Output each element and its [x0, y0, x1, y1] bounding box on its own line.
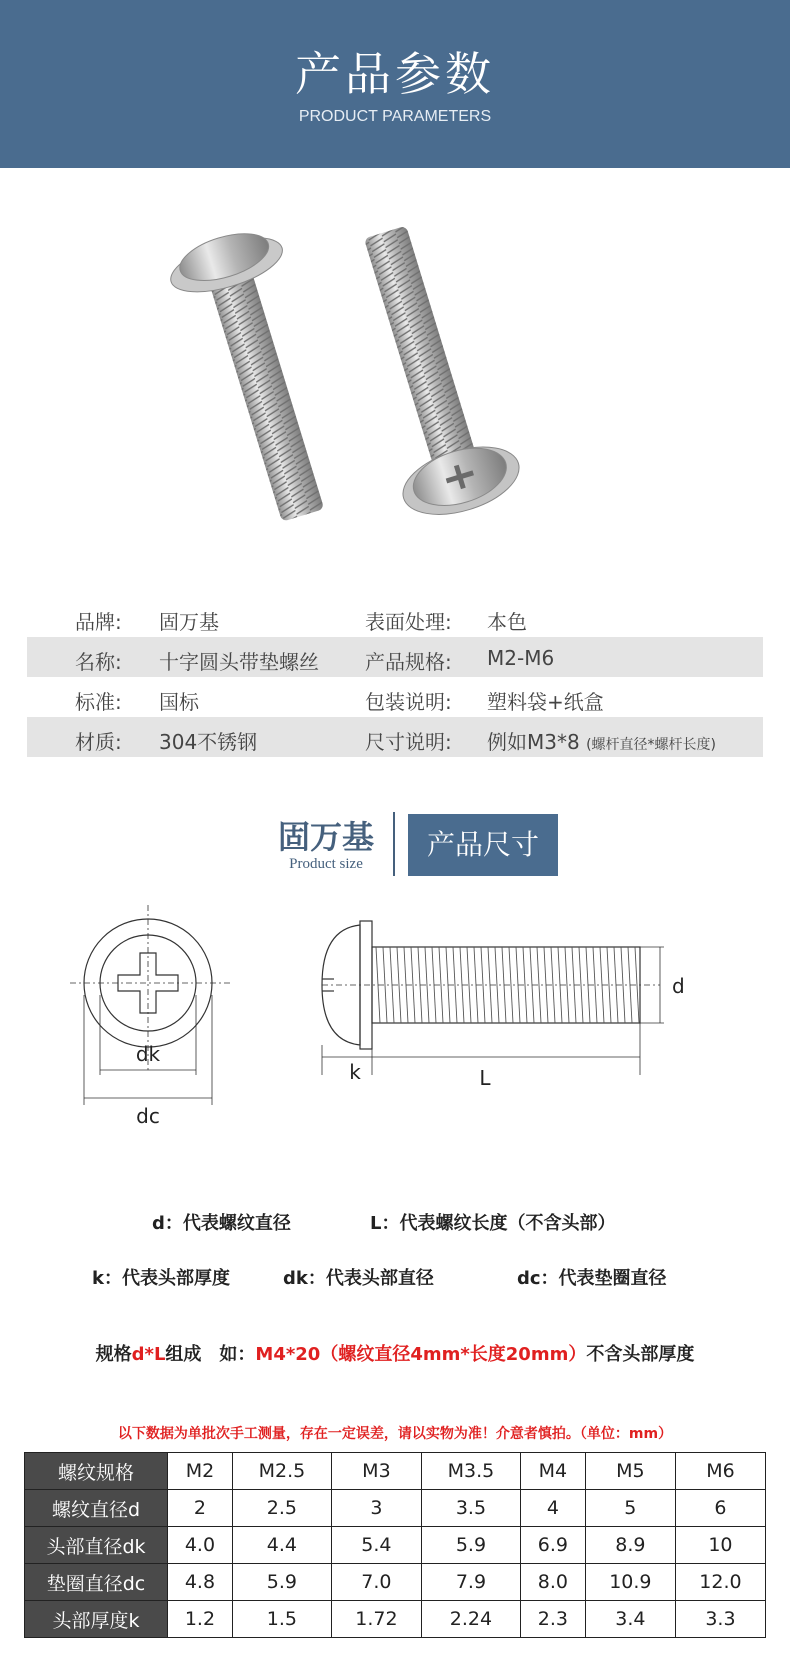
table-cell: 3.5 — [421, 1490, 520, 1527]
table-cell: 6.9 — [520, 1527, 585, 1564]
divider — [393, 812, 395, 876]
measurement-note: 以下数据为单批次手工测量，存在一定误差，请以实物为准！介意者慎拍。（单位：mm） — [117, 1426, 673, 1442]
param-row — [27, 717, 763, 757]
table-cell: 3.4 — [585, 1601, 675, 1638]
table-cell: 8.9 — [585, 1527, 675, 1564]
k-label: k — [349, 1060, 361, 1084]
table-row — [25, 1453, 766, 1490]
product-size-header — [270, 812, 539, 878]
table-row — [25, 1601, 766, 1638]
size-table — [24, 1452, 766, 1638]
table-cell: 1.72 — [331, 1601, 421, 1638]
table-cell: M5 — [585, 1453, 675, 1490]
param-key: 产品规格: — [365, 650, 452, 674]
legend-dc: dc：代表垫圈直径 — [517, 1268, 667, 1289]
header-banner — [0, 0, 790, 168]
param-value: 十字圆头带垫螺丝 — [159, 650, 319, 674]
table-row — [25, 1564, 766, 1601]
param-key: 品牌: — [75, 610, 122, 634]
param-value: 304不锈钢 — [159, 730, 258, 754]
page-title: 产品参数 — [295, 47, 495, 101]
dimension-lines — [322, 947, 664, 1075]
screw-photo-1 — [163, 221, 359, 532]
head-front-view — [70, 905, 230, 1105]
legend-k: k：代表头部厚度 — [92, 1268, 230, 1289]
row-header: 头部直径dk — [25, 1527, 168, 1564]
param-key: 包装说明: — [365, 690, 452, 714]
row-header: 垫圈直径dc — [25, 1564, 168, 1601]
spec-mid: 组成 如： — [165, 1344, 256, 1365]
row-header: 螺纹直径d — [25, 1490, 168, 1527]
legend-dk: dk：代表头部直径 — [283, 1268, 434, 1289]
spec-suffix: 不含头部厚度 — [586, 1344, 695, 1365]
table-cell: 7.9 — [421, 1564, 520, 1601]
spec-description — [0, 1340, 790, 1366]
param-value: 本色 — [487, 610, 527, 634]
table-cell: 5 — [585, 1490, 675, 1527]
table-cell: 4 — [520, 1490, 585, 1527]
legend-d: d：代表螺纹直径 — [152, 1213, 291, 1234]
table-cell: 5.9 — [232, 1564, 331, 1601]
table-cell: M2.5 — [232, 1453, 331, 1490]
table-cell: M3 — [331, 1453, 421, 1490]
table-cell: M2 — [168, 1453, 233, 1490]
table-cell: 12.0 — [675, 1564, 765, 1601]
spec-prefix: 规格 — [95, 1344, 132, 1365]
row-header: 头部厚度k — [25, 1601, 168, 1638]
param-value: M2-M6 — [487, 646, 555, 670]
param-value: 固万基 — [159, 610, 219, 634]
table-cell: 3 — [331, 1490, 421, 1527]
table-cell: 1.5 — [232, 1601, 331, 1638]
table-cell: 1.2 — [168, 1601, 233, 1638]
param-value-note: (螺杆直径*螺杆长度) — [586, 737, 717, 753]
section-title: 产品尺寸 — [408, 814, 558, 876]
row-header: 螺纹规格 — [25, 1453, 168, 1490]
param-key: 材质: — [75, 730, 122, 754]
table-cell: M4 — [520, 1453, 585, 1490]
table-cell: 2.5 — [232, 1490, 331, 1527]
param-row — [27, 637, 763, 677]
table-cell: 4.4 — [232, 1527, 331, 1564]
table-cell: 3.3 — [675, 1601, 765, 1638]
L-label: L — [479, 1066, 491, 1090]
page-subtitle: PRODUCT PARAMETERS — [298, 108, 492, 125]
param-key: 表面处理: — [365, 610, 452, 634]
table-cell: 2 — [168, 1490, 233, 1527]
table-row — [25, 1490, 766, 1527]
table-cell: 6 — [675, 1490, 765, 1527]
product-photo — [150, 200, 640, 570]
spec-example: M4*20（螺纹直径4mm*长度20mm） — [255, 1344, 587, 1365]
brand-logo-subtitle: Product size — [289, 856, 363, 872]
spec-dl: d*L — [131, 1344, 166, 1365]
table-cell: 4.0 — [168, 1527, 233, 1564]
param-key: 尺寸说明: — [365, 730, 452, 754]
table-cell: M6 — [675, 1453, 765, 1490]
dimension-diagram — [60, 895, 750, 1175]
table-cell: 7.0 — [331, 1564, 421, 1601]
param-row — [27, 677, 763, 717]
dk-label: dk — [135, 1042, 161, 1066]
table-cell: 2.24 — [421, 1601, 520, 1638]
table-cell: 8.0 — [520, 1564, 585, 1601]
product-params — [27, 597, 763, 757]
param-value: 国标 — [159, 690, 199, 714]
table-cell: 5.9 — [421, 1527, 520, 1564]
table-row — [25, 1527, 766, 1564]
table-cell: 2.3 — [520, 1601, 585, 1638]
param-value-main: 例如M3*8 — [487, 730, 580, 754]
d-label: d — [672, 974, 685, 998]
param-value: 塑料袋+纸盒 — [487, 690, 604, 714]
param-key: 标准: — [75, 690, 122, 714]
table-cell: 10.9 — [585, 1564, 675, 1601]
param-key: 名称: — [75, 650, 122, 674]
table-cell: 4.8 — [168, 1564, 233, 1601]
table-cell: 10 — [675, 1527, 765, 1564]
brand-logo: 固万基 — [277, 818, 374, 856]
param-value — [487, 726, 716, 755]
dc-label: dc — [136, 1104, 160, 1128]
legend-L: L：代表螺纹长度（不含头部） — [370, 1213, 616, 1234]
table-cell: M3.5 — [421, 1453, 520, 1490]
screw-photo-2 — [328, 215, 528, 527]
table-cell: 5.4 — [331, 1527, 421, 1564]
param-row — [27, 597, 763, 637]
